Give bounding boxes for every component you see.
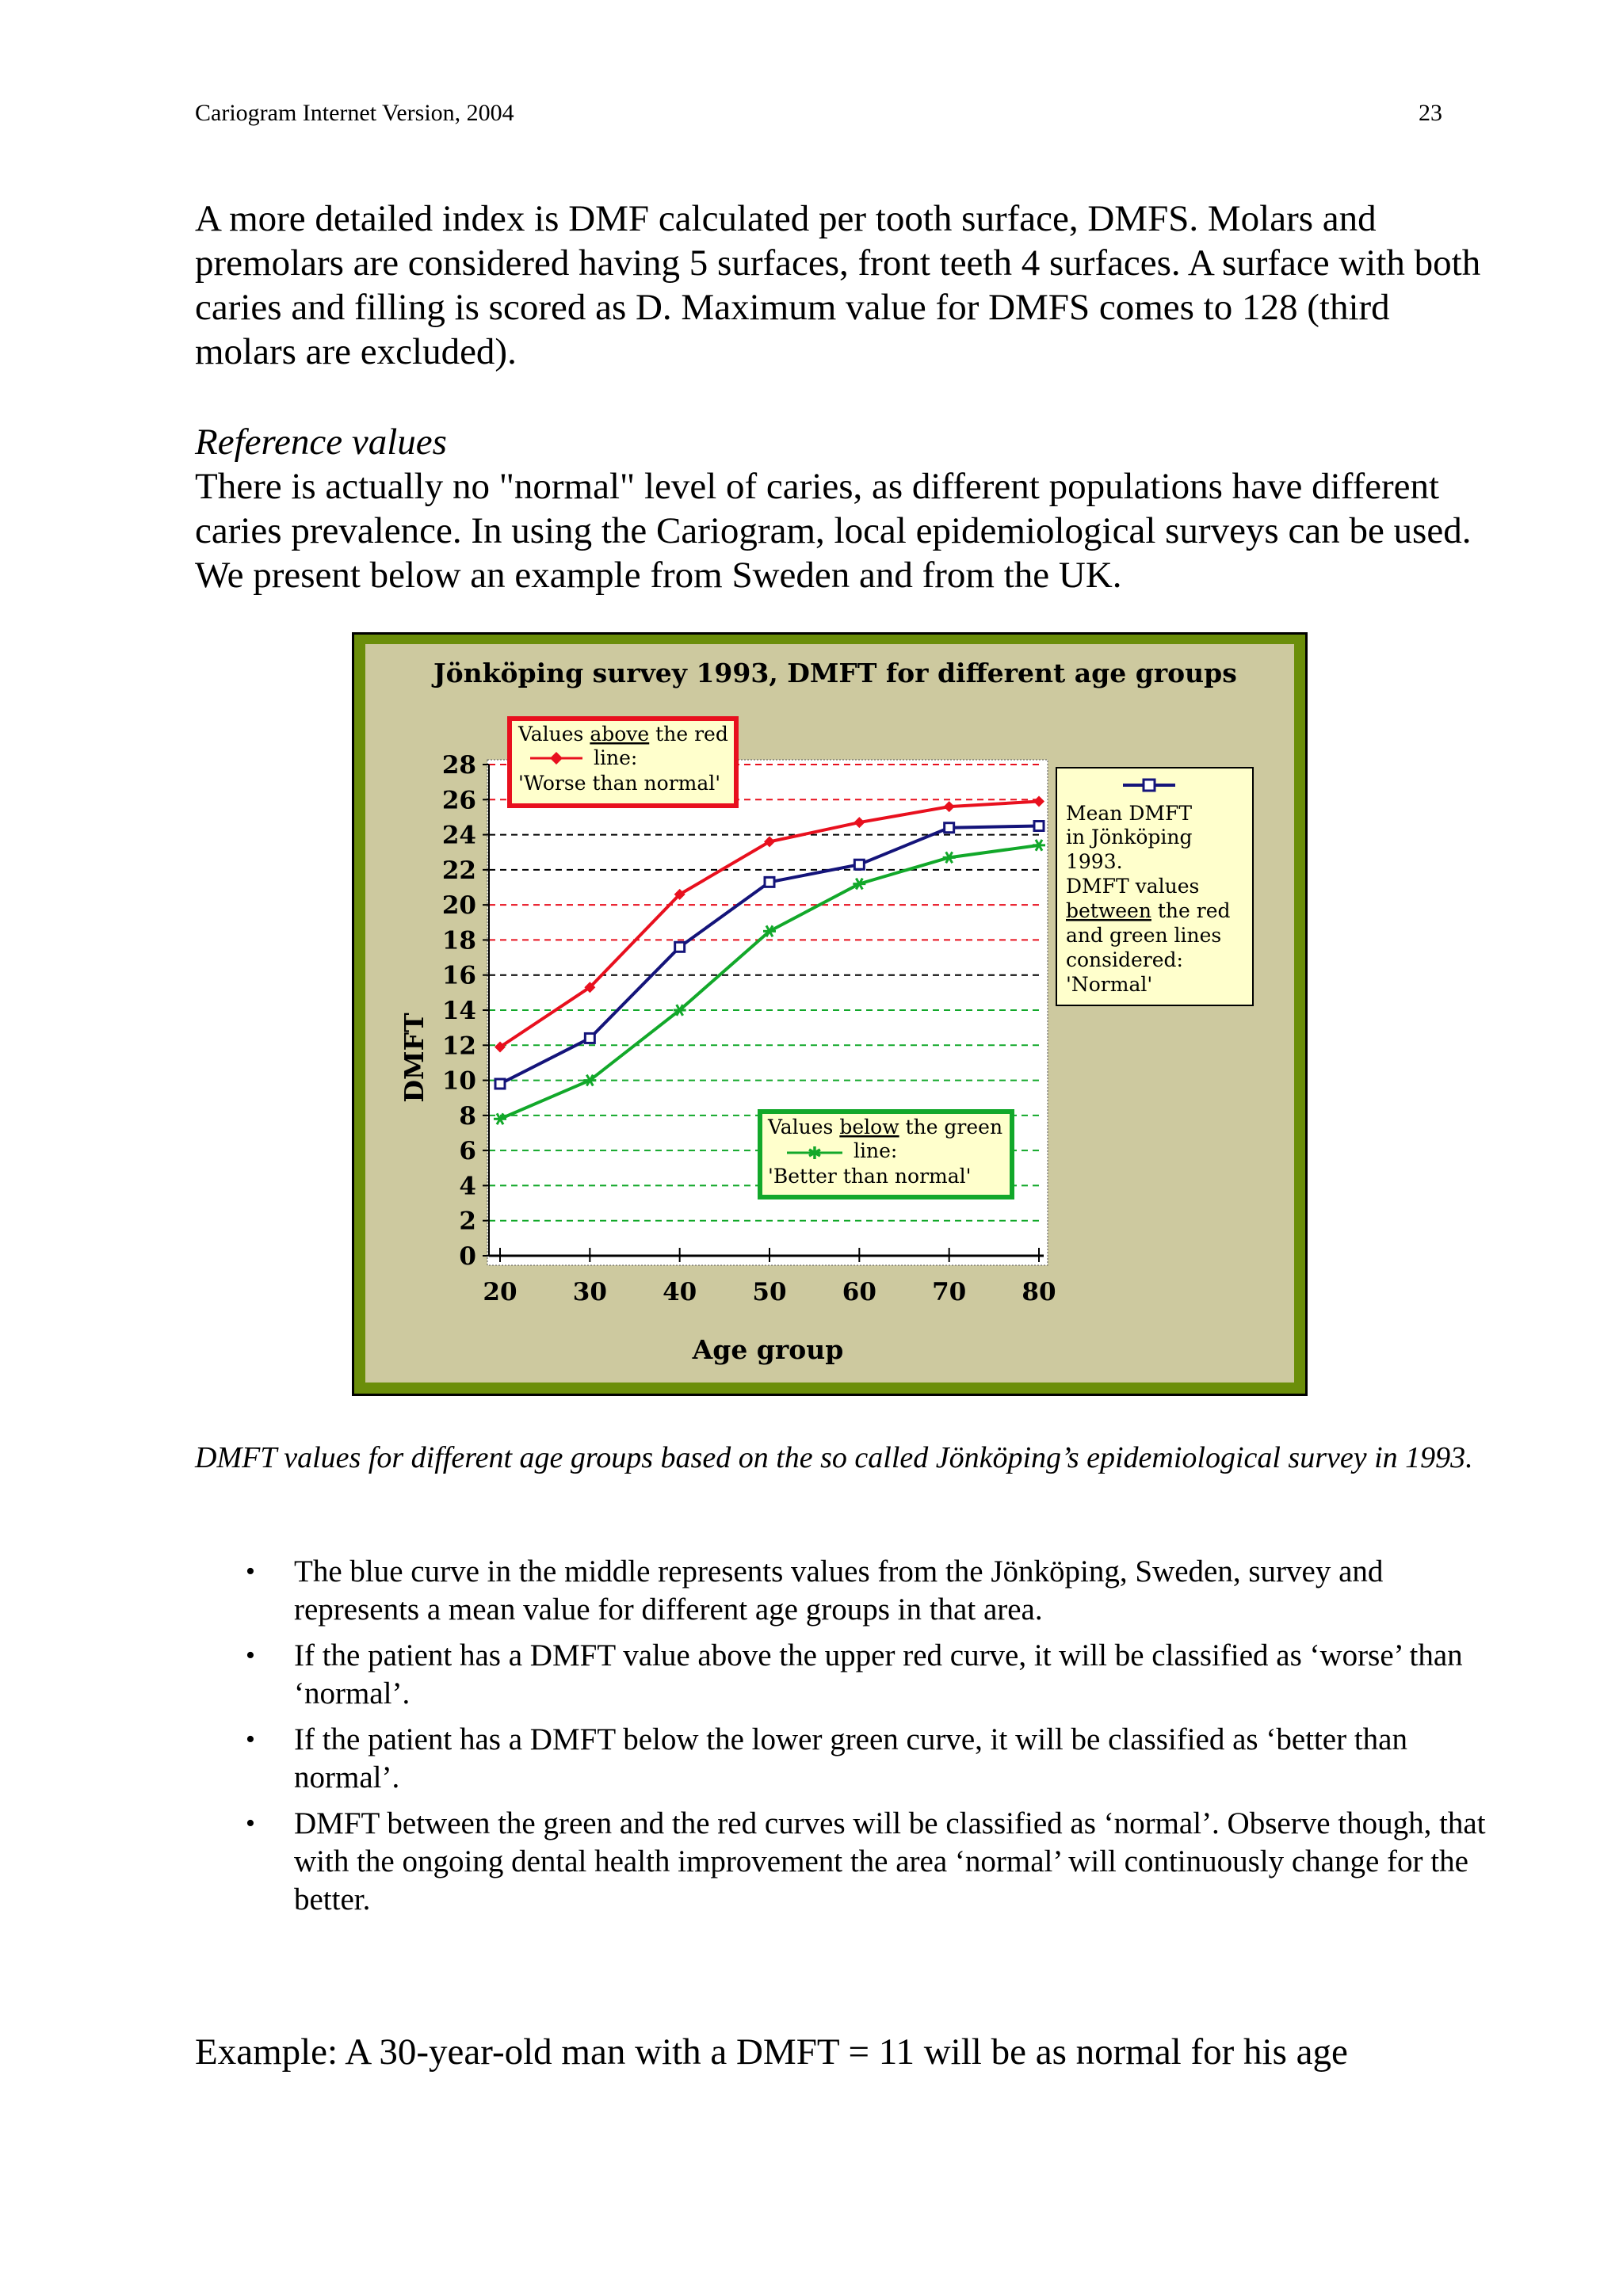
page-number: 23 bbox=[1419, 100, 1442, 126]
y-tick-label: 20 bbox=[441, 891, 476, 921]
svg-text:Values below the green bbox=[767, 1116, 1002, 1138]
legend-mean-between: between bbox=[1066, 899, 1151, 922]
example-paragraph: Example: A 30-year-old man with a DMFT = 11 will be as normal for his age bbox=[195, 2031, 1348, 2073]
bullet-item bbox=[195, 1721, 1495, 1797]
legend-better-line-label: line: bbox=[854, 1139, 898, 1162]
legend-worse-line-label: line: bbox=[594, 746, 638, 769]
bullet-item bbox=[195, 1637, 1495, 1713]
legend-worse-text-c: the red bbox=[649, 723, 728, 746]
legend-better-marker: ✱ bbox=[807, 1144, 823, 1164]
y-axis-label: DMFT bbox=[399, 1013, 430, 1103]
bullet-text: If the patient has a DMFT value above the upper red curve, it will be classified as ‘worse’ than ‘normal’. bbox=[294, 1638, 1463, 1711]
bullet-marker: • bbox=[246, 1725, 255, 1754]
y-tick-label: 22 bbox=[441, 856, 476, 885]
y-tick-label: 26 bbox=[441, 786, 476, 815]
x-tick-label: 40 bbox=[663, 1278, 697, 1306]
section-heading-reference-values: Reference values bbox=[195, 421, 447, 463]
legend-box-worse bbox=[510, 719, 736, 806]
x-axis-label: Age group bbox=[692, 1334, 844, 1365]
legend-mean-line6: and green lines bbox=[1066, 924, 1222, 947]
mean-series-point bbox=[945, 823, 954, 833]
legend-worse-label: 'Worse than normal' bbox=[518, 772, 721, 795]
bullet-marker: • bbox=[246, 1557, 255, 1586]
dmft-line-chart bbox=[354, 635, 1305, 1394]
legend-worse-above: above bbox=[590, 723, 650, 746]
legend-mean-marker bbox=[1144, 780, 1155, 791]
x-tick-label: 50 bbox=[752, 1278, 787, 1306]
svg-text:between the red bbox=[1066, 899, 1231, 922]
legend-better-below: below bbox=[839, 1116, 899, 1138]
legend-box-better bbox=[760, 1112, 1012, 1197]
legend-mean-line8: 'Normal' bbox=[1066, 973, 1153, 996]
legend-better-label: 'Better than normal' bbox=[768, 1165, 972, 1188]
paragraph-dmfs: A more detailed index is DMF calculated per tooth surface, DMFS. Molars and premolars are considered having 5 surfaces, front teeth 4 surfaces. A surface with both caries and filling is scored as D. Maximum value for DMFS comes to 128 (third molars are excluded). bbox=[195, 198, 1481, 372]
legend-mean-line5: the red bbox=[1151, 899, 1231, 922]
running-title: Cariogram Internet Version, 2004 bbox=[195, 100, 514, 126]
mean-series-point bbox=[675, 942, 685, 952]
mean-series-point bbox=[765, 877, 774, 887]
dmft-chart-figure bbox=[352, 632, 1308, 1396]
x-tick-label: 80 bbox=[1022, 1278, 1056, 1306]
x-tick-label: 60 bbox=[842, 1278, 876, 1306]
bullet-marker: • bbox=[246, 1641, 255, 1670]
mean-series-point bbox=[585, 1033, 594, 1043]
y-tick-label: 6 bbox=[459, 1137, 476, 1166]
mean-series-point bbox=[854, 860, 864, 869]
mean-series-point bbox=[1034, 822, 1044, 831]
y-tick-label: 0 bbox=[459, 1242, 476, 1271]
chart-title: Jönköping survey 1993, DMFT for different age groups bbox=[433, 658, 1237, 688]
bullet-text: If the patient has a DMFT below the lower green curve, it will be classified as ‘better than normal’. bbox=[294, 1722, 1407, 1794]
bullet-text: DMFT between the green and the red curves will be classified as ‘normal’. Observe though, that with the ongoing dental health improvement the area ‘normal’ will continuously change for the better. bbox=[294, 1806, 1486, 1917]
y-tick-label: 12 bbox=[441, 1032, 476, 1061]
bullet-marker: • bbox=[246, 1809, 255, 1838]
legend-mean-line7: considered: bbox=[1066, 948, 1183, 971]
y-tick-label: 4 bbox=[459, 1172, 476, 1201]
svg-text:Values above the red bbox=[517, 723, 728, 746]
y-tick-label: 14 bbox=[441, 997, 476, 1025]
legend-mean-line2: in Jönköping bbox=[1066, 826, 1193, 849]
bullet-list bbox=[195, 1553, 1495, 1927]
legend-mean-line4: DMFT values bbox=[1066, 875, 1200, 898]
legend-mean-line3: 1993. bbox=[1066, 850, 1123, 873]
x-tick-label: 20 bbox=[483, 1278, 517, 1306]
legend-box-mean bbox=[1056, 768, 1253, 1005]
y-tick-label: 10 bbox=[441, 1066, 476, 1096]
y-tick-label: 2 bbox=[459, 1207, 476, 1236]
y-tick-label: 18 bbox=[441, 926, 476, 955]
figure-caption: DMFT values for different age groups based on the so called Jönköping’s epidemiological survey in 1993. bbox=[195, 1441, 1473, 1474]
legend-better-text-a: Values bbox=[768, 1116, 840, 1138]
y-tick-label: 16 bbox=[441, 961, 476, 990]
legend-worse-text-a: Values bbox=[518, 723, 590, 746]
legend-better-text-c: the green bbox=[899, 1116, 1003, 1138]
bullet-text: The blue curve in the middle represents values from the Jönköping, Sweden, survey and represents a mean value for different age groups in that area. bbox=[294, 1554, 1384, 1627]
paragraph-reference-values: There is actually no "normal" level of caries, as different populations have different caries prevalence. In using the Cariogram, local epidemiological surveys can be used. We present below an example from Sweden and from the UK. bbox=[195, 466, 1472, 596]
y-tick-label: 28 bbox=[441, 751, 476, 780]
x-tick-label: 30 bbox=[572, 1278, 607, 1306]
legend-mean-line1: Mean DMFT bbox=[1066, 802, 1193, 825]
page-header bbox=[195, 100, 1442, 132]
bullet-item bbox=[195, 1805, 1495, 1919]
x-tick-label: 70 bbox=[932, 1278, 967, 1306]
y-tick-label: 8 bbox=[459, 1101, 476, 1131]
mean-series-point bbox=[495, 1079, 505, 1089]
y-tick-label: 24 bbox=[441, 821, 476, 850]
bullet-item bbox=[195, 1553, 1495, 1629]
